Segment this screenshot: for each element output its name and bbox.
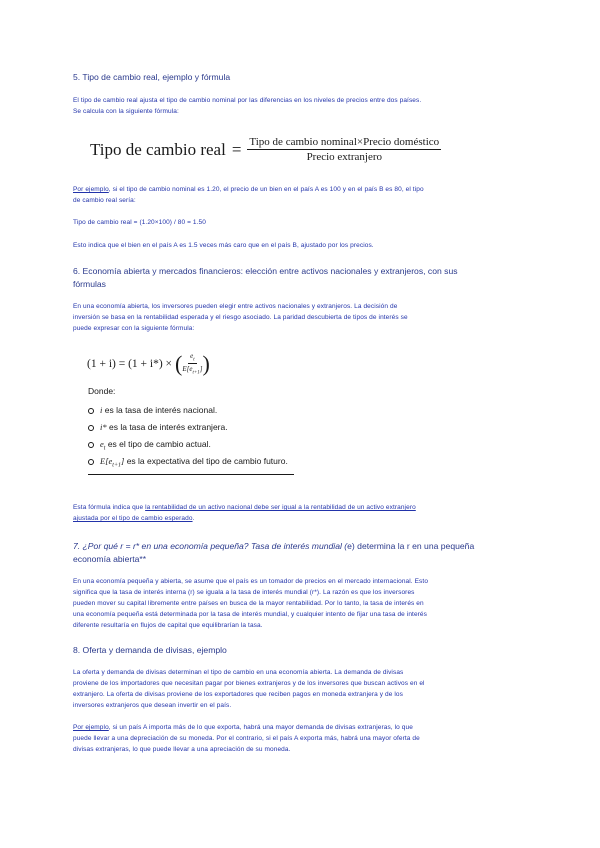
note-link[interactable]: la rentabilidad de un activo nacional debe ser igual a la rentabilidad de un activo extranjero: [145, 504, 416, 511]
list-item: [88, 402, 217, 419]
heading-e: e: [347, 541, 352, 551]
example-text: , si un país A importa más de lo que exporta, habrá una mayor demanda de divisas extranjeras, lo que: [108, 724, 413, 731]
section-6-note-line-1: [73, 503, 416, 514]
bullet-icon: [88, 425, 94, 431]
parity-num-sub: t: [193, 357, 195, 363]
paren-close: ): [202, 350, 210, 376]
list-item: [88, 419, 228, 436]
section-8-line: La oferta y demanda de divisas determinan el tipo de cambio en una economía abierta. La demanda de divisas: [73, 669, 404, 676]
formula-lhs: Tipo de cambio real: [90, 139, 226, 159]
item-symbol: e: [100, 439, 104, 449]
section-7-line: una economía pequeña está determinada por la tasa de interés mundial, y cualquier intento de fijar una tasa de interés: [73, 611, 427, 618]
section-6-note-line-2: [73, 514, 194, 525]
section-5-example-line-2: de cambio real sería:: [73, 197, 136, 204]
heading-rest: ) determina la r en una pequeña: [351, 541, 475, 551]
example-text: , si el tipo de cambio nominal es 1.20, el precio de un bien en el país A es 100 y en el país B es 80, el tipo: [108, 186, 424, 193]
list-item: [88, 453, 294, 475]
interest-parity-formula: [87, 352, 210, 376]
item-symbol: i: [100, 405, 103, 415]
section-7-line: diferente resultaría en flujos de capital que equilibrarían la tasa.: [73, 622, 263, 629]
section-6-paragraph-line-2: inversión se basa en la rentabilidad esperada y el riesgo asociado. La paridad descubierta de tipos de interés se: [73, 314, 408, 321]
item-text: es la tasa de interés nacional.: [104, 405, 218, 415]
parity-den-end: ]: [199, 365, 203, 374]
section-8-line: inversores extranjeros que desean invertir en el país.: [73, 702, 232, 709]
parity-denominator: [182, 364, 202, 375]
parity-left: (1 + i) = (1 + i*) ×: [87, 357, 173, 370]
section-8-example-line-1: [73, 723, 413, 734]
item-sub: t: [103, 445, 106, 452]
parity-fraction: [182, 352, 202, 376]
section-7-heading-line-2: economía abierta**: [73, 554, 147, 564]
section-7-line: En una economía pequeña y abierta, se asume que el país es un tomador de precios en el mercado internacional. Esto: [73, 578, 429, 585]
section-6-heading-line-1: 6. Economía abierta y mercados financieros: elección entre activos nacionales y extranjeros, con sus: [73, 266, 458, 276]
example-link[interactable]: Por ejemplo: [73, 186, 109, 193]
parity-den-sub: t+1: [192, 370, 200, 376]
item-text: es la expectativa del tipo de cambio futuro.: [126, 456, 288, 466]
parity-num-symbol: e: [190, 352, 194, 360]
example-link[interactable]: Por ejemplo: [73, 724, 109, 731]
section-7-line: pueden mover su capital libremente entre países en busca de la mayor rentabilidad. Por lo tanto, la tasa de interés en: [73, 600, 424, 607]
section-7-line: significa que la tasa de interés interna (r) se iguala a la tasa de interés mundial (r*). La razón es que los inversores: [73, 589, 415, 596]
section-8-example-line-2: puede llevar a una depreciación de su moneda. Por el contrario, si el país A exporta más, habrá una mayor oferta de: [73, 735, 420, 742]
section-5-intro-line-1: El tipo de cambio real ajusta el tipo de cambio nominal por las diferencias en los niveles de precios entre dos países.: [73, 97, 422, 104]
parity-numerator: [188, 352, 197, 364]
section-5-conclusion: Esto indica que el bien en el país A es 1.5 veces más caro que en el país B, ajustado por los precios.: [73, 242, 374, 249]
item-text: es el tipo de cambio actual.: [107, 439, 211, 449]
real-exchange-rate-formula: [90, 136, 441, 163]
section-8-line: proviene de los importadores que necesitan pagar por bienes extranjeros y de los inversores que buscan activos en el: [73, 680, 425, 687]
note-prefix: Esta fórmula indica que: [73, 504, 146, 511]
formula-fraction: [247, 136, 441, 163]
formula-numerator: Tipo de cambio nominal×Precio doméstico: [249, 136, 440, 148]
section-5-heading: 5. Tipo de cambio real, ejemplo y fórmula: [73, 72, 231, 82]
section-6-heading-line-2: fórmulas: [73, 279, 106, 289]
section-8-heading: 8. Oferta y demanda de divisas, ejemplo: [73, 645, 227, 655]
where-label: Donde:: [88, 386, 116, 396]
bullet-icon: [88, 408, 94, 414]
note-link-continued[interactable]: ajustada por el tipo de cambio esperado: [73, 515, 193, 522]
section-6-paragraph-line-3: puede expresar con la siguiente fórmula:: [73, 325, 195, 332]
note-end: .: [192, 515, 195, 522]
section-5-example-line-1: [73, 185, 424, 196]
item-symbol: i*: [100, 422, 107, 432]
section-5-intro-line-2: Se calcula con la siguiente fórmula:: [73, 108, 179, 115]
bullet-icon: [88, 442, 94, 448]
paren-open: (: [175, 350, 183, 376]
section-5-calculation: Tipo de cambio real = (1.20×100) / 80 = 1.50: [73, 219, 206, 226]
formula-denominator: Precio extranjero: [306, 151, 382, 163]
section-8-line: extranjero. La oferta de divisas proviene de los exportadores que reciben pagos en moneda extranjera y de los: [73, 691, 403, 698]
heading-italic: 7. ¿Por qué r = r* en una economía pequeña? Tasa de interés mundial (: [73, 541, 348, 551]
item-text: es la tasa de interés extranjera.: [109, 422, 228, 432]
bullet-icon: [88, 459, 94, 465]
parity-den-symbol: E[e: [182, 365, 193, 374]
formula-equals: =: [231, 139, 242, 159]
item-symbol: E[e: [100, 456, 113, 466]
section-8-example-line-3: divisas extranjeras, lo que puede llevar a una apreciación de su moneda.: [73, 746, 291, 753]
section-7-heading-line-1: [73, 540, 474, 553]
item-sub: t+1: [112, 462, 121, 469]
item-symbol-end: ]: [121, 456, 125, 466]
section-6-paragraph-line-1: En una economía abierta, los inversores pueden elegir entre activos nacionales y extranjeros. La decisión de: [73, 303, 398, 310]
